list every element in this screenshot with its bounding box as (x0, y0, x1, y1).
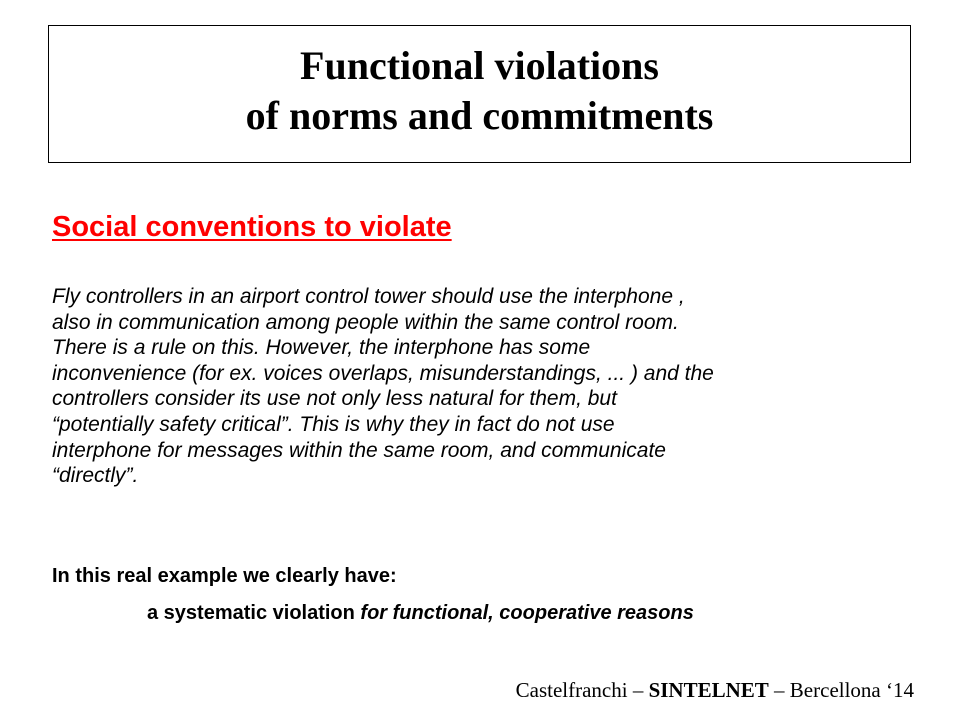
conclusion-item-emphasis: for functional, cooperative reasons (360, 602, 694, 624)
body-line: Fly controllers in an airport control tower should use the interphone , (52, 285, 685, 308)
slide-title-line-2: of norms and commitments (245, 93, 714, 138)
body-line: also in communication among people within the same control room. (52, 310, 679, 334)
footer-project: SINTELNET (648, 678, 769, 702)
slide-title-line-1: Functional violations (300, 43, 659, 88)
body-line: interphone for messages within the same room, and communicate (52, 438, 666, 462)
body-line: controllers consider its use not only less natural for them, but (52, 387, 617, 411)
body-line: “potentially safety critical”. This is why they in fact do not use (52, 412, 615, 436)
body-line: “directly”. (52, 464, 139, 488)
slide-footer (516, 677, 914, 703)
body-line: There is a rule on this. However, the interphone has some (52, 336, 591, 360)
slide-title-box (48, 25, 911, 163)
footer-author: Castelfranchi – (515, 678, 649, 702)
conclusion-intro: In this real example we clearly have: (52, 565, 397, 587)
section-heading: Social conventions to violate (52, 211, 452, 243)
conclusion-item-plain: a systematic violation (147, 602, 361, 624)
footer-place-year: – Bercellona ‘14 (768, 678, 914, 702)
body-line: inconvenience (for ex. voices overlaps, misunderstandings, ... ) and the (52, 361, 714, 385)
conclusion-item (147, 600, 694, 626)
body-paragraph (52, 284, 932, 489)
